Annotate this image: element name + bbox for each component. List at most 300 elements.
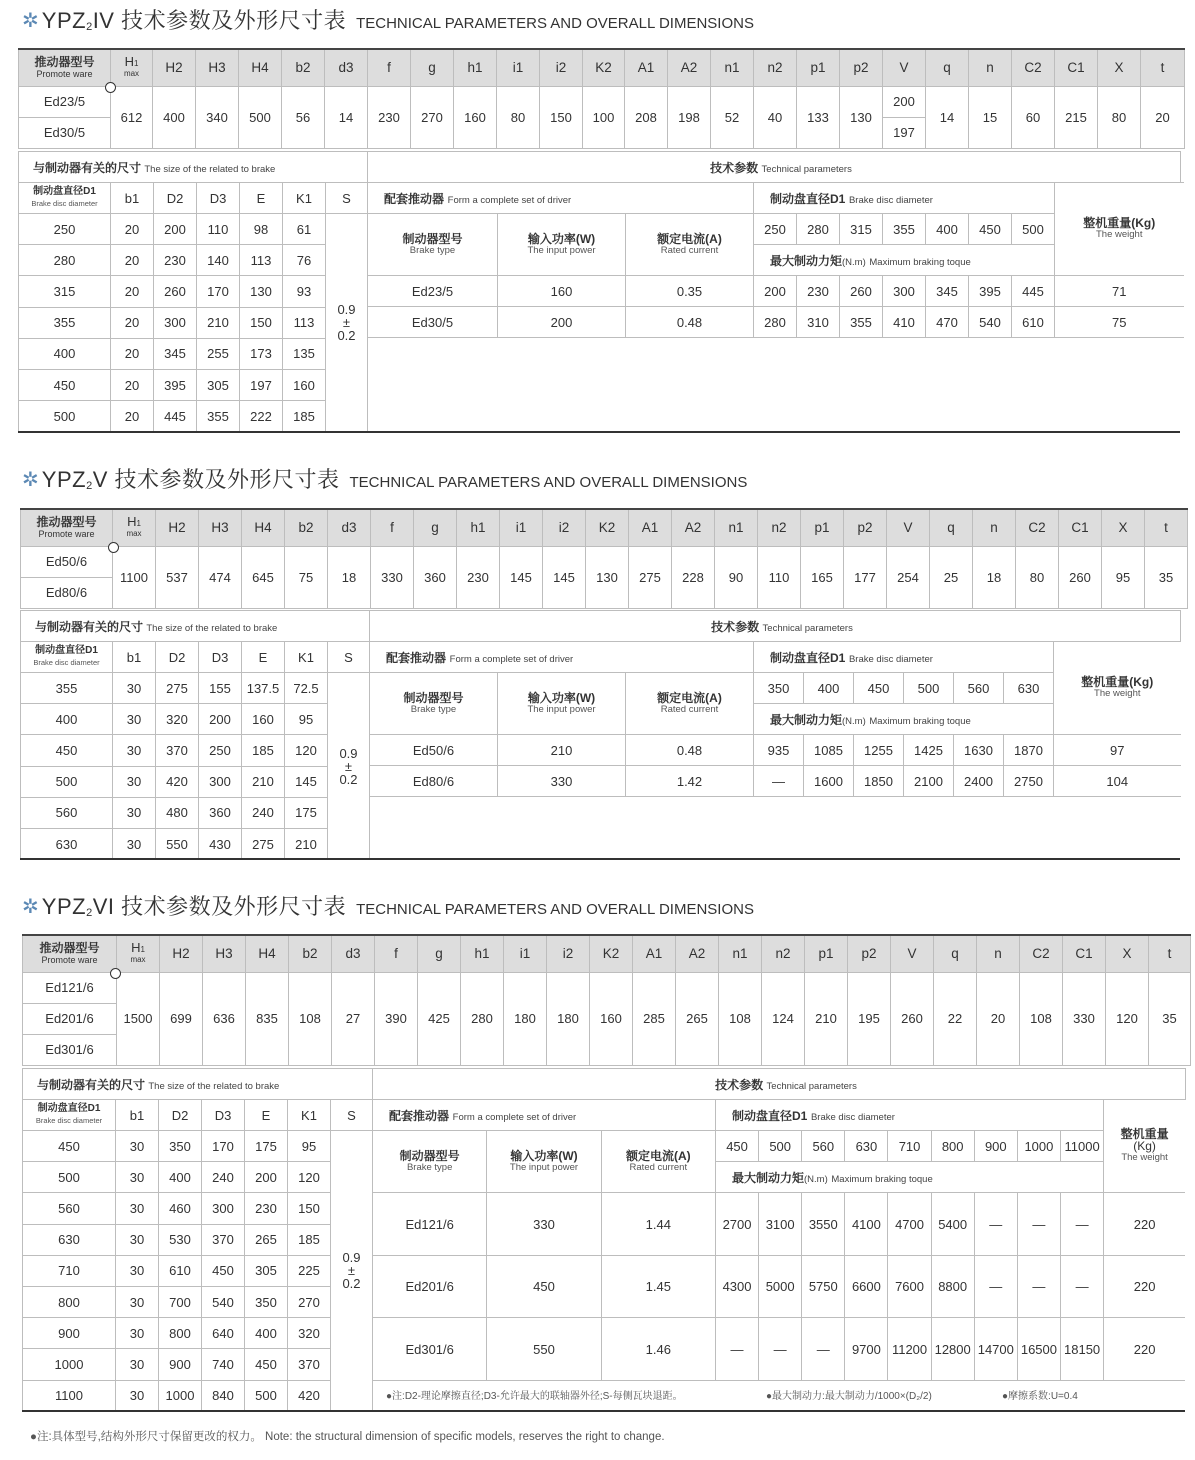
dim-value: 140 (197, 245, 240, 276)
current-header: 额定电流(A) Rated current (626, 673, 754, 735)
dim-value: 1000 (23, 1349, 116, 1380)
disc-value: 500 (1012, 214, 1055, 245)
dim-value: 500 (19, 401, 111, 432)
dim-value: 840 (202, 1380, 245, 1411)
dim-value: 400 (19, 338, 111, 369)
param-value: 177 (844, 546, 887, 608)
title-english: TECHNICAL PARAMETERS AND OVERALL DIMENSIONS (349, 474, 748, 491)
col-header-k2: K2 (583, 49, 625, 86)
disc-diameter-header: 制动盘直径D1 Brake disc diameter (21, 642, 113, 673)
dim-value: 95 (285, 704, 328, 735)
torque-value: — (1060, 1255, 1103, 1318)
promote-ware-header: 推动器型号 Promote ware (19, 49, 111, 86)
brake-power: 550 (487, 1318, 601, 1381)
dim-value: 370 (202, 1224, 245, 1255)
brake-size-table (18, 182, 368, 432)
dim-value: 300 (199, 766, 242, 797)
bottom-rule (22, 1410, 1185, 1412)
param-value: 330 (371, 546, 414, 608)
param-value: 270 (411, 86, 454, 148)
dim-value: 135 (283, 338, 326, 369)
dim-value: 160 (242, 704, 285, 735)
model-cell: Ed50/6 (21, 546, 113, 577)
dim-value: 175 (285, 797, 328, 828)
param-value: 265 (676, 972, 719, 1065)
technical-table (367, 182, 1184, 338)
col-header-a1: A1 (629, 509, 672, 546)
torque-value: 8800 (931, 1255, 974, 1318)
dim-value: 145 (285, 766, 328, 797)
param-value: 160 (590, 972, 633, 1065)
dim-value: 500 (245, 1380, 288, 1411)
dim-value: 210 (242, 766, 285, 797)
dim-value: 185 (242, 735, 285, 766)
col-header-h3: H3 (196, 49, 239, 86)
circle-marker-icon (110, 968, 121, 979)
disc-value: 560 (954, 673, 1004, 704)
brake-type: Ed121/6 (373, 1193, 487, 1256)
col-header-n1: n1 (719, 935, 762, 972)
param-value: 120 (1106, 972, 1149, 1065)
torque-label: 最大制动力矩(N.m) Maximum braking toque (754, 245, 1055, 276)
col-header-f: f (375, 935, 418, 972)
table-title (22, 890, 754, 920)
disc-dia-label: 制动盘直径D1 Brake disc diameter (715, 1100, 1103, 1131)
dim-value: 320 (288, 1318, 331, 1349)
param-value: 260 (1059, 546, 1102, 608)
param-value: 215 (1055, 86, 1098, 148)
brake-current: 0.48 (626, 735, 754, 766)
technical-table (369, 641, 1181, 797)
torque-value: 355 (840, 307, 883, 338)
model-cell: Ed30/5 (19, 117, 111, 148)
col-header-h3: H3 (203, 935, 246, 972)
disc-value: 1000 (1017, 1131, 1060, 1162)
col-header-p2: p2 (844, 509, 887, 546)
col-header-c2: C2 (1012, 49, 1055, 86)
param-value: 390 (375, 972, 418, 1065)
dim-value: 30 (116, 1318, 159, 1349)
param-value: 35 (1149, 972, 1191, 1065)
brake-type: Ed80/6 (370, 766, 498, 797)
torque-value: 1085 (804, 735, 854, 766)
param-value: 20 (1141, 86, 1185, 148)
col-header-h2: H2 (153, 49, 196, 86)
dim-value: 350 (159, 1131, 202, 1162)
dim-value: 630 (21, 828, 113, 859)
dim-value: 95 (288, 1131, 331, 1162)
dim-header-s: S (328, 642, 370, 673)
dim-value: 170 (202, 1131, 245, 1162)
table-title (22, 463, 747, 493)
torque-value: 9700 (845, 1318, 888, 1381)
param-value: 56 (282, 86, 325, 148)
param-value: 400 (153, 86, 196, 148)
dim-value: 30 (116, 1255, 159, 1286)
torque-value: 7600 (888, 1255, 931, 1318)
torque-value: — (974, 1193, 1017, 1256)
dim-value: 420 (156, 766, 199, 797)
title-english: TECHNICAL PARAMETERS AND OVERALL DIMENSIONS (356, 901, 754, 918)
dim-header-d2: D2 (159, 1100, 202, 1131)
torque-value: 470 (926, 307, 969, 338)
col-header-n: n (973, 509, 1016, 546)
dim-value: 350 (245, 1286, 288, 1317)
disc-value: 900 (974, 1131, 1017, 1162)
dim-value: 110 (197, 214, 240, 245)
dim-value: 175 (245, 1131, 288, 1162)
dim-value: 30 (113, 735, 156, 766)
dim-header-b1: b1 (111, 183, 154, 214)
dim-value: 355 (197, 401, 240, 432)
disc-dia-label: 制动盘直径D1 Brake disc diameter (754, 642, 1054, 673)
dim-value: 30 (113, 704, 156, 735)
col-header-n: n (969, 49, 1012, 86)
dim-value: 280 (19, 245, 111, 276)
circle-marker-icon (108, 542, 119, 553)
dim-value: 320 (156, 704, 199, 735)
section-label-row (18, 151, 1181, 183)
param-value: 230 (368, 86, 411, 148)
param-value: 80 (1098, 86, 1141, 148)
dim-value: 710 (23, 1255, 116, 1286)
col-header-p1: p1 (805, 935, 848, 972)
col-header-c2: C2 (1020, 935, 1063, 972)
disc-value: 400 (926, 214, 969, 245)
param-value: 22 (934, 972, 977, 1065)
model-cell: Ed80/6 (21, 577, 113, 608)
dim-value: 400 (159, 1162, 202, 1193)
dim-value: 150 (288, 1193, 331, 1224)
param-value: 280 (461, 972, 504, 1065)
dim-value: 370 (156, 735, 199, 766)
param-value: 340 (196, 86, 239, 148)
col-header-h3: H3 (199, 509, 242, 546)
dim-value: 137.5 (242, 673, 285, 704)
title-english: TECHNICAL PARAMETERS AND OVERALL DIMENSIONS (356, 15, 754, 32)
dim-value: 315 (19, 276, 111, 307)
col-header-n2: n2 (758, 509, 801, 546)
param-value: 40 (754, 86, 797, 148)
model-cell: Ed23/5 (19, 86, 111, 117)
col-header-n1: n1 (715, 509, 758, 546)
dim-value: 20 (111, 401, 154, 432)
col-header-i2: i2 (540, 49, 583, 86)
param-value: 14 (325, 86, 368, 148)
torque-value: 395 (969, 276, 1012, 307)
brake-type: Ed30/5 (368, 307, 498, 338)
torque-value: 1600 (804, 766, 854, 797)
param-value: 133 (797, 86, 840, 148)
col-header-k2: K2 (590, 935, 633, 972)
dim-value: 61 (283, 214, 326, 245)
col-header-h4: H4 (246, 935, 289, 972)
dim-value: 450 (23, 1131, 116, 1162)
torque-value: 310 (797, 307, 840, 338)
promote-ware-header: 推动器型号 Promote ware (21, 509, 113, 546)
param-value: 474 (199, 546, 242, 608)
brake-current: 0.35 (626, 276, 754, 307)
col-header-i2: i2 (547, 935, 590, 972)
torque-value: 1255 (854, 735, 904, 766)
dim-value: 20 (111, 276, 154, 307)
torque-value: 4700 (888, 1193, 931, 1256)
col-header-b2: b2 (282, 49, 325, 86)
param-value: 230 (457, 546, 500, 608)
dim-value: 225 (288, 1255, 331, 1286)
col-header-q: q (934, 935, 977, 972)
param-value: 228 (672, 546, 715, 608)
dim-value: 30 (116, 1131, 159, 1162)
disc-value: 450 (854, 673, 904, 704)
dim-value: 900 (159, 1349, 202, 1380)
torque-value: 230 (797, 276, 840, 307)
dim-header-b1: b1 (113, 642, 156, 673)
col-header-a2: A2 (676, 935, 719, 972)
col-header-h4: H4 (239, 49, 282, 86)
disc-value: 450 (715, 1131, 758, 1162)
torque-value: 16500 (1017, 1318, 1060, 1381)
param-value: 1100 (113, 546, 156, 608)
dim-header-b1: b1 (116, 1100, 159, 1131)
dim-value: 30 (113, 766, 156, 797)
param-value: 150 (540, 86, 583, 148)
torque-value: 6600 (845, 1255, 888, 1318)
param-value: 198 (668, 86, 711, 148)
brake-current: 1.46 (601, 1318, 715, 1381)
dim-value: 150 (240, 307, 283, 338)
weight-value: 97 (1054, 735, 1181, 766)
col-header-v: V (891, 935, 934, 972)
dim-value: 222 (240, 401, 283, 432)
brake-size-table (22, 1099, 373, 1412)
dim-value: 30 (116, 1349, 159, 1380)
col-header-q: q (930, 509, 973, 546)
torque-value: 3100 (759, 1193, 802, 1256)
dim-value: 500 (23, 1162, 116, 1193)
torque-value: — (1060, 1193, 1103, 1256)
torque-value: 2400 (954, 766, 1004, 797)
col-header-i1: i1 (504, 935, 547, 972)
dim-header-d3: D3 (199, 642, 242, 673)
dim-value: 800 (23, 1286, 116, 1317)
weight-value: 75 (1055, 307, 1184, 338)
weight-header: 整机重量 (Kg) The weight (1104, 1100, 1185, 1193)
v-top-cell: 200 (883, 86, 926, 117)
col-header-d3: d3 (325, 49, 368, 86)
dim-value: 113 (283, 307, 326, 338)
dim-value: 560 (21, 797, 113, 828)
dim-value: 450 (202, 1255, 245, 1286)
torque-value: — (1017, 1255, 1060, 1318)
dim-value: 275 (156, 673, 199, 704)
s-value: 0.9 ± 0.2 (331, 1131, 373, 1412)
dim-value: 72.5 (285, 673, 328, 704)
dim-value: 360 (199, 797, 242, 828)
power-header: 输入功率(W) The input power (487, 1131, 601, 1193)
section-label-row (20, 610, 1181, 642)
dim-value: 197 (240, 369, 283, 400)
h1-header: H1 max (113, 509, 156, 546)
torque-value: 610 (1012, 307, 1055, 338)
weight-value: 220 (1104, 1193, 1185, 1256)
param-value: 145 (500, 546, 543, 608)
col-header-k2: K2 (586, 509, 629, 546)
brake-power: 160 (498, 276, 626, 307)
col-header-q: q (926, 49, 969, 86)
related-size-label: 与制动器有关的尺寸 The size of the related to brake (21, 611, 370, 642)
dim-value: 460 (159, 1193, 202, 1224)
param-value: 208 (625, 86, 668, 148)
param-value: 52 (711, 86, 754, 148)
table-note-1: ●注:D2-理论摩擦直径;D3-允许最大的联轴器外径;S-每侧瓦块退距。 (386, 1391, 683, 1402)
dim-header-e: E (242, 642, 285, 673)
dim-value: 800 (159, 1318, 202, 1349)
dim-value: 173 (240, 338, 283, 369)
model-cell: Ed121/6 (23, 972, 117, 1003)
param-value: 130 (586, 546, 629, 608)
dim-header-d2: D2 (156, 642, 199, 673)
current-header: 额定电流(A) Rated current (626, 214, 754, 276)
dim-value: 255 (197, 338, 240, 369)
param-value: 25 (930, 546, 973, 608)
dim-value: 250 (19, 214, 111, 245)
brake-type: Ed23/5 (368, 276, 498, 307)
dim-header-k1: K1 (285, 642, 328, 673)
dim-value: 300 (202, 1193, 245, 1224)
param-value: 699 (160, 972, 203, 1065)
asterisk-icon: ✲ (22, 10, 39, 32)
brake-power: 330 (498, 766, 626, 797)
col-header-c1: C1 (1059, 509, 1102, 546)
dim-value: 200 (154, 214, 197, 245)
params-table (18, 48, 1185, 149)
dim-value: 210 (285, 828, 328, 859)
dim-value: 30 (113, 673, 156, 704)
dim-value: 130 (240, 276, 283, 307)
dim-header-e: E (240, 183, 283, 214)
dim-value: 30 (116, 1224, 159, 1255)
dim-value: 305 (197, 369, 240, 400)
disc-value: 11000 (1060, 1131, 1103, 1162)
dim-value: 160 (283, 369, 326, 400)
disc-value: 710 (888, 1131, 931, 1162)
dim-value: 540 (202, 1286, 245, 1317)
col-header-x: X (1098, 49, 1141, 86)
dim-value: 300 (154, 307, 197, 338)
disc-diameter-header: 制动盘直径D1 Brake disc diameter (19, 183, 111, 214)
disc-value: 630 (1004, 673, 1054, 704)
dim-value: 120 (285, 735, 328, 766)
torque-value: — (754, 766, 804, 797)
col-header-h1: h1 (457, 509, 500, 546)
disc-value: 560 (802, 1131, 845, 1162)
dim-header-s: S (331, 1100, 373, 1131)
col-header-a2: A2 (668, 49, 711, 86)
torque-value: 4300 (715, 1255, 758, 1318)
brake-size-table (20, 641, 370, 860)
section-rule (18, 431, 1180, 433)
dim-value: 240 (242, 797, 285, 828)
torque-value: 14700 (974, 1318, 1017, 1381)
torque-value: 5000 (759, 1255, 802, 1318)
dim-value: 20 (111, 245, 154, 276)
dim-value: 700 (159, 1286, 202, 1317)
dim-value: 630 (23, 1224, 116, 1255)
torque-value: — (974, 1255, 1017, 1318)
disc-value: 500 (759, 1131, 802, 1162)
torque-value: — (759, 1318, 802, 1381)
dim-value: 98 (240, 214, 283, 245)
dim-header-s: S (326, 183, 368, 214)
param-value: 360 (414, 546, 457, 608)
torque-value: — (1017, 1193, 1060, 1256)
torque-value: 935 (754, 735, 804, 766)
col-header-c1: C1 (1055, 49, 1098, 86)
param-value: 108 (719, 972, 762, 1065)
dim-value: 420 (288, 1380, 331, 1411)
disc-value: 800 (931, 1131, 974, 1162)
torque-value: 18150 (1060, 1318, 1103, 1381)
col-header-t: t (1141, 49, 1185, 86)
dim-value: 30 (116, 1286, 159, 1317)
col-header-t: t (1145, 509, 1188, 546)
dim-header-d3: D3 (202, 1100, 245, 1131)
param-value: 80 (497, 86, 540, 148)
col-header-n2: n2 (754, 49, 797, 86)
param-value: 260 (891, 972, 934, 1065)
param-value: 108 (289, 972, 332, 1065)
col-header-h2: H2 (156, 509, 199, 546)
dim-value: 20 (111, 307, 154, 338)
title-main: $YPZ_2VI$ 技术参数及外形尺寸表 (41, 894, 347, 919)
circle-marker-icon (105, 82, 116, 93)
torque-value: 300 (883, 276, 926, 307)
dim-value: 400 (21, 704, 113, 735)
dim-value: 450 (21, 735, 113, 766)
col-header-g: g (418, 935, 461, 972)
col-header-p2: p2 (840, 49, 883, 86)
param-value: 500 (239, 86, 282, 148)
disc-value: 250 (754, 214, 797, 245)
dim-value: 30 (116, 1162, 159, 1193)
param-value: 124 (762, 972, 805, 1065)
col-header-d3: d3 (332, 935, 375, 972)
s-value: 0.9 ± 0.2 (328, 673, 370, 860)
torque-value: 3550 (802, 1193, 845, 1256)
torque-value: 4100 (845, 1193, 888, 1256)
dim-value: 560 (23, 1193, 116, 1224)
dim-value: 250 (199, 735, 242, 766)
brake-type: Ed201/6 (373, 1255, 487, 1318)
table-note-3: ●摩擦系数:U=0.4 (1002, 1391, 1078, 1402)
weight-header: 整机重量(Kg) The weight (1054, 642, 1181, 735)
section-label-row (22, 1068, 1186, 1100)
asterisk-icon: ✲ (22, 896, 39, 918)
dim-header-k1: K1 (288, 1100, 331, 1131)
dim-value: 450 (19, 369, 111, 400)
param-value: 80 (1016, 546, 1059, 608)
col-header-n1: n1 (711, 49, 754, 86)
dim-value: 480 (156, 797, 199, 828)
brake-power: 210 (498, 735, 626, 766)
col-header-i2: i2 (543, 509, 586, 546)
col-header-b2: b2 (285, 509, 328, 546)
col-header-h2: H2 (160, 935, 203, 972)
dim-value: 445 (154, 401, 197, 432)
dim-value: 20 (111, 214, 154, 245)
torque-value: 1850 (854, 766, 904, 797)
